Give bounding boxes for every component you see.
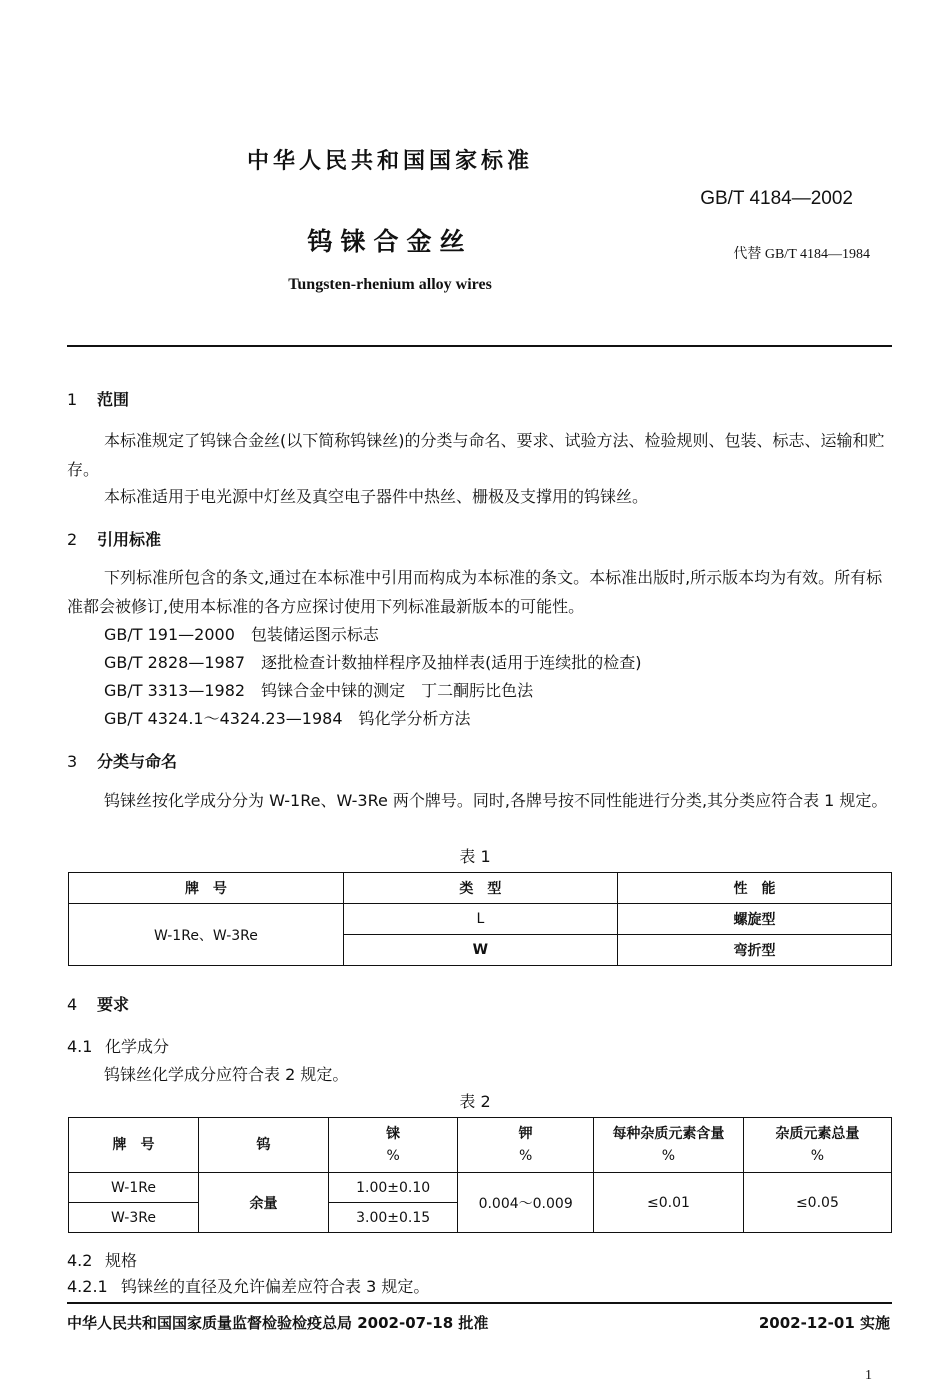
standard-code: GB/T 4184—2002 bbox=[700, 188, 853, 209]
table-row bbox=[69, 1173, 892, 1203]
table-row bbox=[69, 904, 892, 935]
header-rhenium bbox=[329, 1118, 458, 1173]
header-grade: 牌 号 bbox=[69, 1118, 199, 1173]
section-3-heading bbox=[67, 749, 177, 772]
header-each-impurity bbox=[594, 1118, 744, 1173]
reference-item: GB/T 4324.1～4324.23—1984 钨化学分析方法 bbox=[104, 709, 471, 728]
header-grade: 牌 号 bbox=[69, 873, 344, 904]
subsection-number: 4.2.1 bbox=[67, 1277, 108, 1296]
table-2-caption: 表 2 bbox=[459, 1092, 491, 1111]
table-header-row bbox=[69, 1118, 892, 1173]
header-label: 铼 bbox=[386, 1126, 401, 1142]
reference-item: GB/T 191—2000 包装储运图示标志 bbox=[104, 625, 379, 644]
section-number: 4 bbox=[67, 995, 78, 1014]
section-title: 引用标准 bbox=[97, 530, 162, 549]
header-unit: % bbox=[661, 1148, 676, 1164]
cell-property: 弯折型 bbox=[617, 935, 891, 966]
header-type: 类 型 bbox=[343, 873, 617, 904]
subsection-4-2-heading bbox=[67, 1248, 137, 1271]
table-2 bbox=[68, 1117, 892, 1233]
header-property: 性 能 bbox=[617, 873, 891, 904]
cell-type: W bbox=[343, 935, 617, 966]
standard-authority: 中华人民共和国国家标准 bbox=[246, 149, 533, 174]
cell-each-impurity: ≤0.01 bbox=[594, 1173, 744, 1233]
cell-rhenium: 3.00±0.15 bbox=[329, 1203, 458, 1233]
reference-item: GB/T 3313—1982 钨铼合金中铼的测定 丁二酮肟比色法 bbox=[104, 681, 534, 700]
section-1-paragraph-2: 本标准适用于电光源中灯丝及真空电子器件中热丝、栅极及支撑用的钨铼丝。 bbox=[104, 487, 649, 506]
subsection-number: 4.2 bbox=[67, 1251, 93, 1270]
section-title: 范围 bbox=[97, 390, 130, 409]
section-title: 要求 bbox=[97, 995, 130, 1014]
header-unit: % bbox=[386, 1148, 400, 1164]
section-1-heading bbox=[67, 387, 129, 410]
cell-tungsten: 余量 bbox=[199, 1173, 329, 1233]
cell-property: 螺旋型 bbox=[617, 904, 891, 935]
subsection-4-1-paragraph: 钨铼丝化学成分应符合表 2 规定。 bbox=[104, 1065, 349, 1084]
section-2-heading bbox=[67, 527, 161, 550]
cell-rhenium: 1.00±0.10 bbox=[329, 1173, 458, 1203]
table-1-caption: 表 1 bbox=[459, 847, 491, 866]
section-number: 1 bbox=[67, 390, 78, 409]
cell-total-impurity: ≤0.05 bbox=[743, 1173, 891, 1233]
header-label: 每种杂质元素含量 bbox=[612, 1126, 725, 1142]
header-rule bbox=[67, 345, 892, 347]
cell-type: L bbox=[343, 904, 617, 935]
footer-rule bbox=[67, 1302, 892, 1304]
header-tungsten: 钨 bbox=[199, 1118, 329, 1173]
cell-potassium: 0.004～0.009 bbox=[458, 1173, 594, 1233]
section-3-paragraph-1: 钨铼丝按化学成分分为 W-1Re、W-3Re 两个牌号。同时,各牌号按不同性能进行分类,其分类应符合表 1 规定。 bbox=[104, 791, 888, 810]
section-4-heading bbox=[67, 992, 129, 1015]
cell-grade: W-1Re bbox=[69, 1173, 199, 1203]
section-1-paragraph-1: 本标准规定了钨铼合金丝(以下简称钨铼丝)的分类与命名、要求、试验方法、检验规则、包装、标志、运输和贮存。 bbox=[67, 431, 885, 479]
section-number: 2 bbox=[67, 530, 78, 549]
reference-item: GB/T 2828—1987 逐批检查计数抽样程序及抽样表(适用于连续批的检查) bbox=[104, 653, 642, 672]
table-header-row bbox=[69, 873, 892, 904]
section-number: 3 bbox=[67, 752, 78, 771]
subsection-text: 钨铼丝的直径及允许偏差应符合表 3 规定。 bbox=[121, 1277, 430, 1296]
table-1 bbox=[68, 872, 892, 966]
subsection-title: 化学成分 bbox=[105, 1037, 170, 1056]
document-title: 钨铼合金丝 bbox=[307, 227, 473, 256]
cell-grade: W-1Re、W-3Re bbox=[69, 904, 344, 966]
cell-grade: W-3Re bbox=[69, 1203, 199, 1233]
header-label: 杂质元素总量 bbox=[775, 1126, 860, 1142]
subsection-4-1-heading bbox=[67, 1034, 169, 1057]
subsection-number: 4.1 bbox=[67, 1037, 93, 1056]
section-2-paragraph-1: 下列标准所包含的条文,通过在本标准中引用而构成为本标准的条文。本标准出版时,所示版本均为有效。所有标准都会被修订,使用本标准的各方应探讨使用下列标准最新版本的可能性。 bbox=[67, 568, 883, 616]
subsection-title: 规格 bbox=[105, 1251, 138, 1270]
subsection-4-2-1 bbox=[67, 1274, 429, 1297]
header-potassium bbox=[458, 1118, 594, 1173]
approval-line: 中华人民共和国国家质量监督检验检疫总局 2002-07-18 批准 bbox=[67, 1314, 489, 1332]
header-total-impurity bbox=[743, 1118, 891, 1173]
replaces-standard: 代替 GB/T 4184—1984 bbox=[733, 247, 870, 262]
header-label: 钾 bbox=[518, 1126, 533, 1142]
page-number: 1 bbox=[865, 1368, 872, 1383]
header-unit: % bbox=[810, 1148, 825, 1164]
header-unit: % bbox=[519, 1148, 533, 1164]
implementation-date: 2002-12-01 实施 bbox=[758, 1314, 890, 1332]
section-title: 分类与命名 bbox=[97, 752, 178, 771]
document-title-english: Tungsten-rhenium alloy wires bbox=[288, 276, 492, 293]
